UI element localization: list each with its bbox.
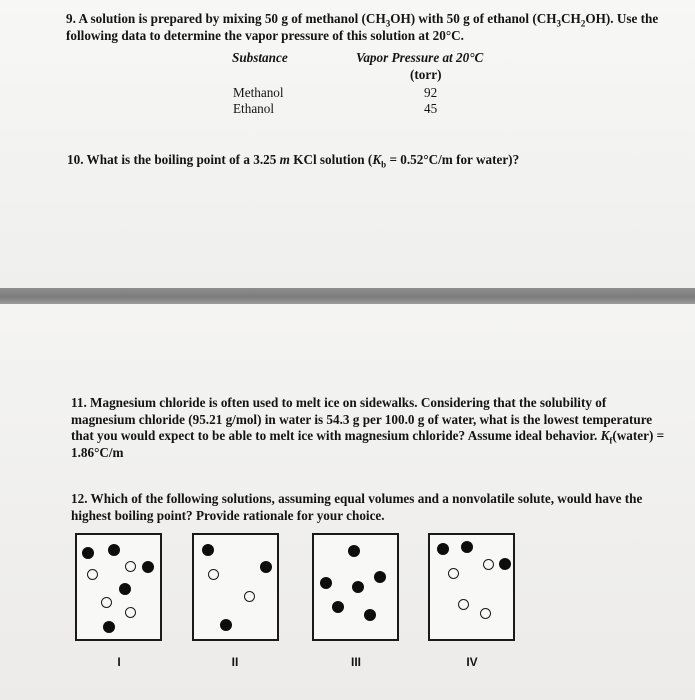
q11-text: (water) = 1.86°C/m <box>71 428 665 460</box>
solvent-particle <box>125 561 136 572</box>
solute-particle <box>437 543 449 555</box>
question-12 <box>71 491 671 524</box>
q9-text: OH). Use the following data to determine the vapor pressure of this solution at 20°C. <box>66 11 659 43</box>
solute-particle <box>348 545 360 557</box>
q9-subscript: 2 <box>580 18 586 29</box>
solution-box-2 <box>192 533 279 641</box>
table-cell-substance: Ethanol <box>233 101 275 116</box>
solute-particle <box>320 577 332 589</box>
solute-particle <box>499 558 511 570</box>
solution-box-3 <box>312 533 399 641</box>
page-divider <box>0 288 695 304</box>
solution-box-1 <box>75 533 162 641</box>
question-9 <box>66 11 666 44</box>
box-label-2: II <box>231 655 239 669</box>
q11-text: 11. Magnesium chloride is often used to melt ice on sidewalks. Considering that the solubility of magnesium chloride (95.21 g/mol) in water is 54.3 g per 100.0 g of water, what is the lowest temperature that you would expect to be able to melt ice with magnesium chloride? Assume ideal behavior. <box>71 395 653 443</box>
q10-kb-subscript: b <box>381 159 387 170</box>
solute-particle <box>202 544 214 556</box>
solvent-particle <box>448 568 459 579</box>
solvent-particle <box>244 591 255 602</box>
table-header-unit: (torr) <box>410 67 442 82</box>
solute-particle <box>374 571 386 583</box>
q10-text: KCl solution ( <box>289 152 373 167</box>
solute-particle <box>108 544 120 556</box>
solute-particle <box>220 619 232 631</box>
solvent-particle <box>458 599 469 610</box>
solute-particle <box>82 547 94 559</box>
box-label-1: I <box>117 655 121 669</box>
q11-kf-symbol: K <box>600 428 610 443</box>
solvent-particle <box>125 607 136 618</box>
solvent-particle <box>87 569 98 580</box>
solute-particle <box>260 561 272 573</box>
q9-text: CH <box>561 11 581 26</box>
solute-particle <box>119 583 131 595</box>
q9-text: OH) with 50 g of ethanol (CH <box>390 11 557 26</box>
q10-text: = 0.52°C/m for water)? <box>386 152 520 167</box>
q11-kf-subscript: f <box>609 435 613 446</box>
box-label-3: III <box>350 655 361 669</box>
solute-particle <box>103 621 115 633</box>
table-header-substance: Substance <box>232 50 288 65</box>
q10-text: 10. What is the boiling point of a 3.25 <box>67 152 280 167</box>
solute-particle <box>352 581 364 593</box>
solute-particle <box>461 541 473 553</box>
q10-kb-symbol: K <box>372 152 382 167</box>
question-11 <box>71 395 671 461</box>
solute-particle <box>332 601 344 613</box>
solvent-particle <box>208 569 219 580</box>
solution-box-4 <box>428 533 515 641</box>
box-label-4: IV <box>466 655 478 669</box>
table-cell-substance: Methanol <box>233 85 284 100</box>
q10-molal-symbol: m <box>279 152 290 167</box>
q12-text: 12. Which of the following solutions, assuming equal volumes and a nonvolatile solute, would have the highest boiling point? Provide rationale for your choice. <box>71 491 643 523</box>
q9-subscript: 3 <box>385 18 391 29</box>
table-header-vapor-pressure: Vapor Pressure at 20°C <box>356 50 484 65</box>
table-cell-pressure: 92 <box>424 85 438 100</box>
q9-text: 9. A solution is prepared by mixing 50 g of methanol (CH <box>66 11 386 26</box>
q9-subscript: 3 <box>556 18 562 29</box>
solvent-particle <box>483 559 494 570</box>
solute-particle <box>142 561 154 573</box>
solvent-particle <box>101 597 112 608</box>
solvent-particle <box>480 608 491 619</box>
table-cell-pressure: 45 <box>424 101 438 116</box>
question-10 <box>67 152 667 169</box>
solute-particle <box>364 609 376 621</box>
